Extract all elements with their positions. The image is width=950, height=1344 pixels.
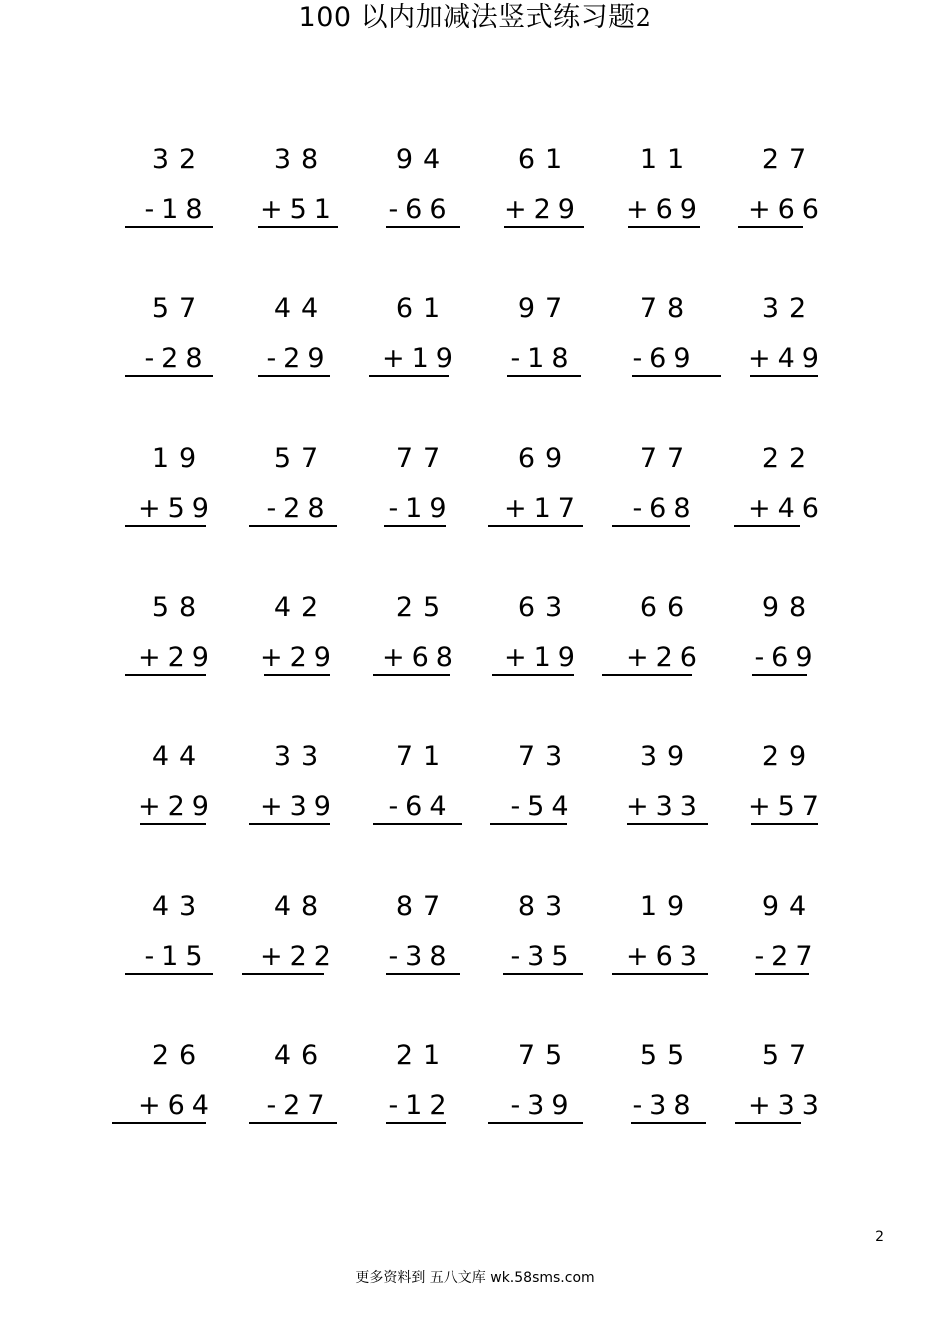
problem-bottom-operand: +51 (260, 194, 338, 225)
problem-top-number: 11 (639, 144, 695, 175)
answer-line (755, 973, 809, 975)
problem-top-number: 26 (151, 1040, 207, 1071)
answer-line (386, 973, 460, 975)
answer-line (492, 674, 574, 676)
problem-bottom-operand: +33 (748, 1090, 826, 1121)
problem-bottom-operand: +29 (504, 194, 582, 225)
answer-line (490, 823, 567, 825)
problem-bottom-operand: -19 (388, 493, 454, 524)
problem-top-number: 75 (517, 1040, 573, 1071)
problem-top-number: 69 (517, 443, 573, 474)
problem-bottom-operand: -68 (632, 493, 698, 524)
problem-bottom-operand: -12 (388, 1090, 454, 1121)
problem-top-number: 57 (151, 293, 207, 324)
answer-line (125, 525, 206, 527)
answer-line (612, 973, 708, 975)
problem-bottom-operand: -64 (388, 791, 454, 822)
problem-top-number: 94 (395, 144, 451, 175)
problem-bottom-operand: -54 (510, 791, 576, 822)
answer-line (751, 823, 818, 825)
problem-bottom-operand: -69 (754, 642, 820, 673)
answer-line (264, 674, 330, 676)
problem-top-number: 19 (151, 443, 207, 474)
problem-bottom-operand: +64 (138, 1090, 216, 1121)
problem-bottom-operand: -18 (510, 343, 576, 374)
problem-top-number: 61 (395, 293, 451, 324)
answer-line (384, 525, 446, 527)
problem-top-number: 98 (761, 592, 817, 623)
problem-top-number: 48 (273, 891, 329, 922)
answer-line (628, 226, 700, 228)
problem-top-number: 21 (395, 1040, 451, 1071)
problem-bottom-operand: -38 (632, 1090, 698, 1121)
problem-top-number: 94 (761, 891, 817, 922)
answer-line (112, 1122, 206, 1124)
problem-top-number: 46 (273, 1040, 329, 1071)
problem-bottom-operand: -28 (266, 493, 332, 524)
problem-top-number: 44 (151, 741, 207, 772)
problem-top-number: 43 (151, 891, 207, 922)
page-title-text: 100 以内加减法竖式练习题 (298, 2, 636, 33)
answer-line (242, 973, 324, 975)
problem-top-number: 27 (761, 144, 817, 175)
problem-bottom-operand: +69 (626, 194, 704, 225)
answer-line (504, 226, 584, 228)
problem-top-number: 97 (517, 293, 573, 324)
problem-top-number: 57 (761, 1040, 817, 1071)
answer-line (735, 1122, 801, 1124)
answer-line (373, 674, 450, 676)
problem-bottom-operand: +19 (504, 642, 582, 673)
answer-line (125, 973, 213, 975)
problem-bottom-operand: +59 (138, 493, 216, 524)
problem-top-number: 77 (639, 443, 695, 474)
problem-top-number: 71 (395, 741, 451, 772)
problem-bottom-operand: +39 (260, 791, 338, 822)
problem-top-number: 38 (273, 144, 329, 175)
problem-top-number: 44 (273, 293, 329, 324)
answer-line (249, 823, 330, 825)
problem-bottom-operand: -18 (144, 194, 210, 225)
answer-line (140, 823, 206, 825)
problem-top-number: 58 (151, 592, 207, 623)
problem-bottom-operand: +46 (748, 493, 826, 524)
problem-top-number: 32 (761, 293, 817, 324)
problem-top-number: 32 (151, 144, 207, 175)
answer-line (627, 823, 708, 825)
answer-line (386, 226, 460, 228)
problem-top-number: 33 (273, 741, 329, 772)
problem-top-number: 83 (517, 891, 573, 922)
answer-line (752, 674, 807, 676)
problem-bottom-operand: -35 (510, 941, 576, 972)
problem-bottom-operand: +17 (504, 493, 582, 524)
problem-bottom-operand: -15 (144, 941, 210, 972)
problem-bottom-operand: -69 (632, 343, 698, 374)
problem-top-number: 61 (517, 144, 573, 175)
answer-line (602, 674, 692, 676)
footer-text: 更多资料到 五八文库 wk.58sms.com (355, 1270, 595, 1286)
answer-line (631, 1122, 706, 1124)
problem-bottom-operand: +29 (138, 642, 216, 673)
page-number: 2 (875, 1229, 884, 1245)
problem-bottom-operand: -39 (510, 1090, 576, 1121)
problem-bottom-operand: +68 (382, 642, 460, 673)
problem-bottom-operand: -28 (144, 343, 210, 374)
answer-line (612, 525, 690, 527)
problem-top-number: 63 (517, 592, 573, 623)
problem-top-number: 87 (395, 891, 451, 922)
problem-bottom-operand: +57 (748, 791, 826, 822)
problem-bottom-operand: +29 (138, 791, 216, 822)
problem-top-number: 22 (761, 443, 817, 474)
answer-line (125, 674, 206, 676)
problem-top-number: 29 (761, 741, 817, 772)
problem-top-number: 55 (639, 1040, 695, 1071)
problem-bottom-operand: +19 (382, 343, 460, 374)
problem-bottom-operand: +26 (626, 642, 704, 673)
problem-bottom-operand: -27 (754, 941, 820, 972)
answer-line (386, 1122, 446, 1124)
answer-line (507, 375, 581, 377)
problem-bottom-operand: -27 (266, 1090, 332, 1121)
answer-line (503, 973, 583, 975)
answer-line (369, 375, 449, 377)
answer-line (258, 375, 330, 377)
problem-top-number: 78 (639, 293, 695, 324)
problem-bottom-operand: +49 (748, 343, 826, 374)
answer-line (125, 375, 213, 377)
problem-bottom-operand: +66 (748, 194, 826, 225)
problem-bottom-operand: +63 (626, 941, 704, 972)
answer-line (373, 823, 462, 825)
problem-bottom-operand: -38 (388, 941, 454, 972)
problem-top-number: 42 (273, 592, 329, 623)
problem-bottom-operand: +33 (626, 791, 704, 822)
answer-line (258, 226, 338, 228)
problem-bottom-operand: +29 (260, 642, 338, 673)
problem-top-number: 57 (273, 443, 329, 474)
answer-line (734, 525, 800, 527)
problem-top-number: 39 (639, 741, 695, 772)
problem-top-number: 25 (395, 592, 451, 623)
answer-line (632, 375, 721, 377)
page-title-number: 2 (635, 4, 652, 32)
answer-line (249, 525, 337, 527)
problem-top-number: 73 (517, 741, 573, 772)
problem-bottom-operand: -66 (388, 194, 454, 225)
answer-line (249, 1122, 337, 1124)
answer-line (488, 1122, 583, 1124)
problem-top-number: 77 (395, 443, 451, 474)
answer-line (125, 226, 213, 228)
problem-bottom-operand: -29 (266, 343, 332, 374)
problem-top-number: 19 (639, 891, 695, 922)
answer-line (738, 226, 803, 228)
problem-top-number: 66 (639, 592, 695, 623)
answer-line (488, 525, 583, 527)
problem-bottom-operand: +22 (260, 941, 338, 972)
answer-line (750, 375, 818, 377)
